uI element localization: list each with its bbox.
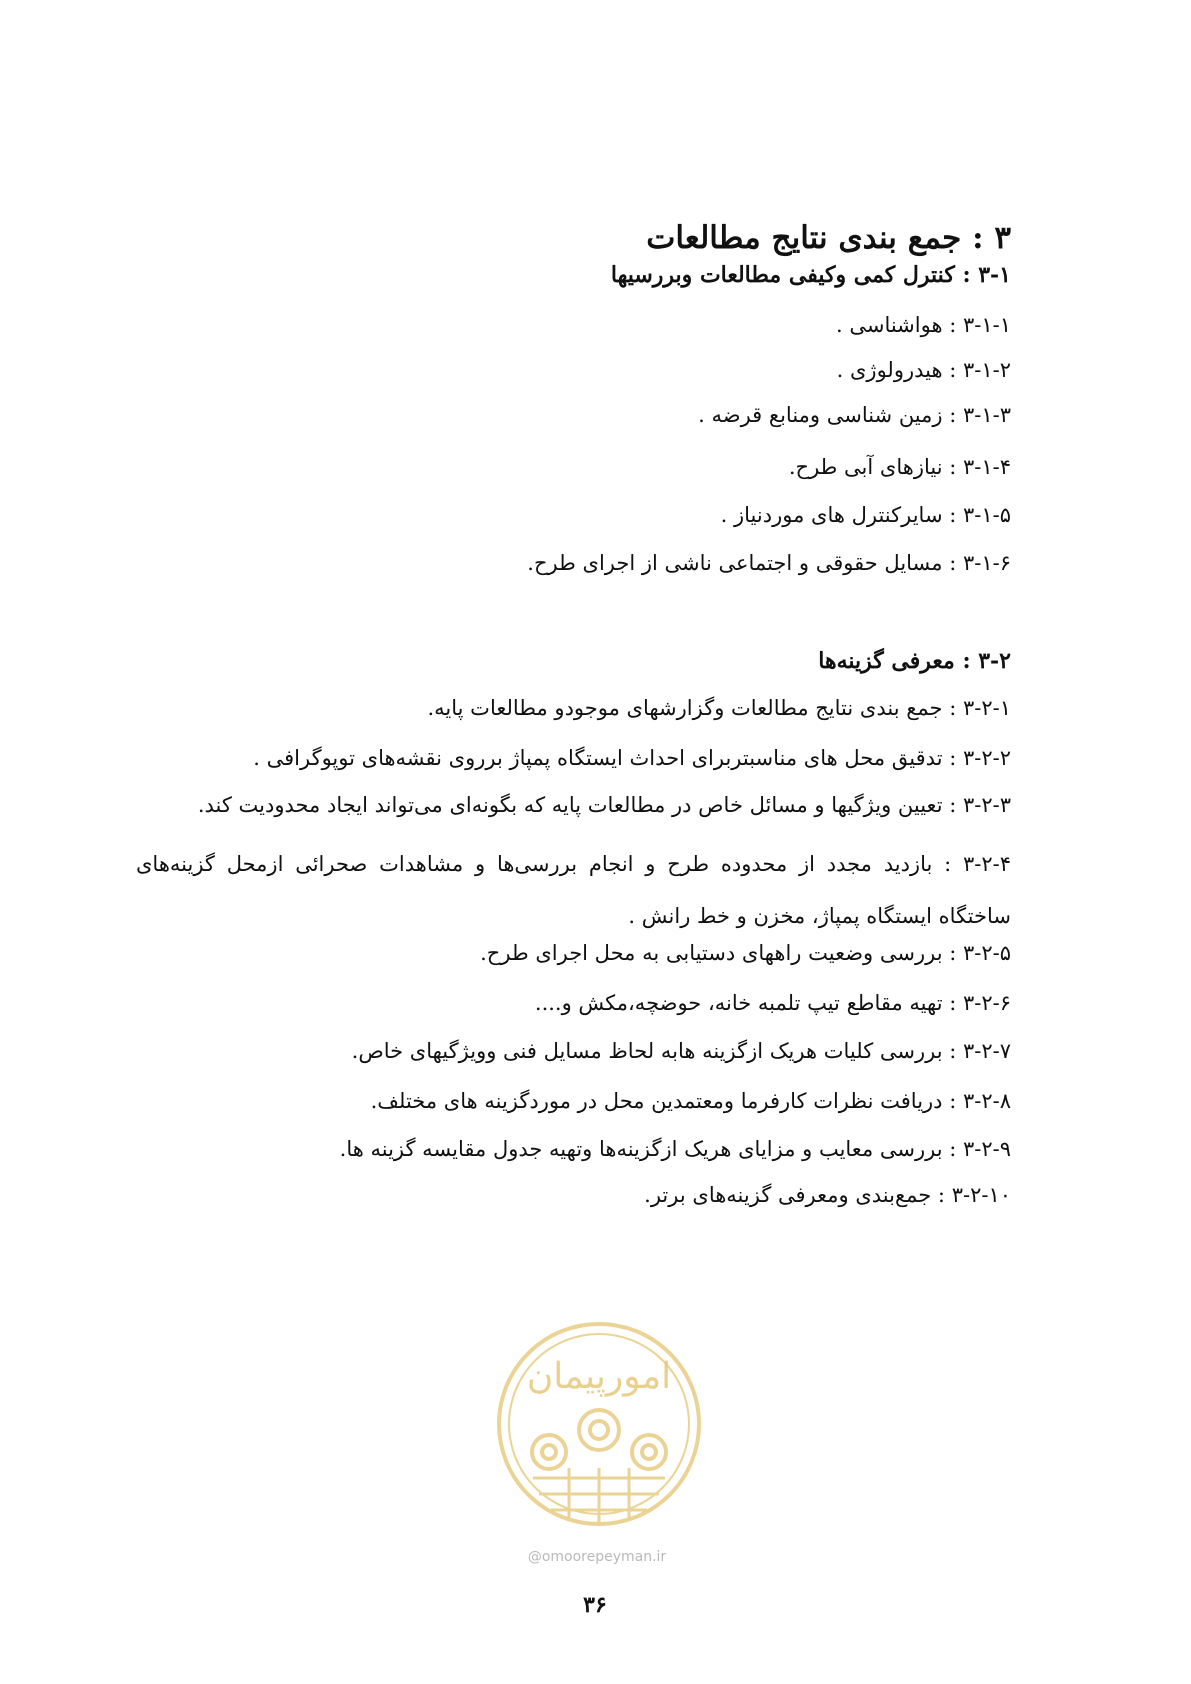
section-2-item: ۳-۲-۶ : تهیه مقاطع تیپ تلمبه خانه، حوضچه،مکش و.... bbox=[534, 991, 1011, 1015]
section-2-item: ۳-۲-۵ : بررسی وضعیت راههای دستیابی به محل اجرای طرح. bbox=[480, 941, 1011, 965]
section-1-title: ۳-۱ : کنترل کمی وکیفی مطالعات وبررسیها bbox=[610, 262, 1011, 288]
section-1-item: ۳-۱-۳ : زمین شناسی ومنابع قرضه . bbox=[698, 403, 1011, 427]
section-2-title: ۳-۲ : معرفی گزینه‌ها bbox=[818, 648, 1011, 674]
section-2-item: ۳-۲-۱۰ : جمع‌بندی ومعرفی گزینه‌های برتر. bbox=[644, 1183, 1011, 1207]
section-2-item: ۳-۲-۳ : تعیین ویژگیها و مسائل خاص در مطالعات پایه که بگونه‌ای می‌تواند ایجاد محدودیت کند. bbox=[197, 793, 1011, 817]
watermark-logo bbox=[493, 1318, 705, 1530]
section-2-item: ۳-۲-۴ : بازدید مجدد از محدوده طرح و انجام بررسی‌ها و مشاهدات صحرائی ازمحل گزینه‌های ساختگاه ایستگاه پمپاژ، مخزن و خط رانش . bbox=[136, 852, 1011, 928]
section-1-item: ۳-۱-۴ : نیازهای آبی طرح. bbox=[788, 455, 1011, 479]
section-1-item: ۳-۱-۲ : هیدرولوژی . bbox=[836, 358, 1011, 382]
section-1-item: ۳-۱-۶ : مسایل حقوقی و اجتماعی ناشی از اجرای طرح. bbox=[527, 551, 1011, 575]
section-2-item: ۳-۲-۹ : بررسی معایب و مزایای هریک ازگزینه‌ها وتهیه جدول مقایسه گزینه ها. bbox=[339, 1137, 1011, 1161]
page-number: ۳۶ bbox=[583, 1592, 607, 1618]
watermark-url: @omoorepeyman.ir bbox=[527, 1549, 667, 1565]
section-2-item: ۳-۲-۱ : جمع بندی نتایج مطالعات وگزارشهای موجودو مطالعات پایه. bbox=[427, 696, 1011, 720]
section-1-item: ۳-۱-۱ : هواشناسی . bbox=[836, 313, 1011, 337]
svg-text:امورپیمان: امورپیمان bbox=[526, 1356, 672, 1397]
section-2-item: ۳-۲-۸ : دریافت نظرات کارفرما ومعتمدین محل در موردگزینه های مختلف. bbox=[370, 1089, 1011, 1113]
page-heading: ۳ : جمع بندی نتایج مطالعات bbox=[646, 220, 1011, 256]
section-2-item: ۳-۲-۲ : تدقیق محل های مناسبتربرای احداث ایستگاه پمپاژ برروی نقشه‌های توپوگرافی . bbox=[253, 746, 1011, 770]
section-1-item: ۳-۱-۵ : سایرکنترل های موردنیاز . bbox=[720, 503, 1011, 527]
section-2-item: ۳-۲-۷ : بررسی کلیات هریک ازگزینه هابه لحاظ مسایل فنی وویژگیهای خاص. bbox=[351, 1039, 1011, 1063]
